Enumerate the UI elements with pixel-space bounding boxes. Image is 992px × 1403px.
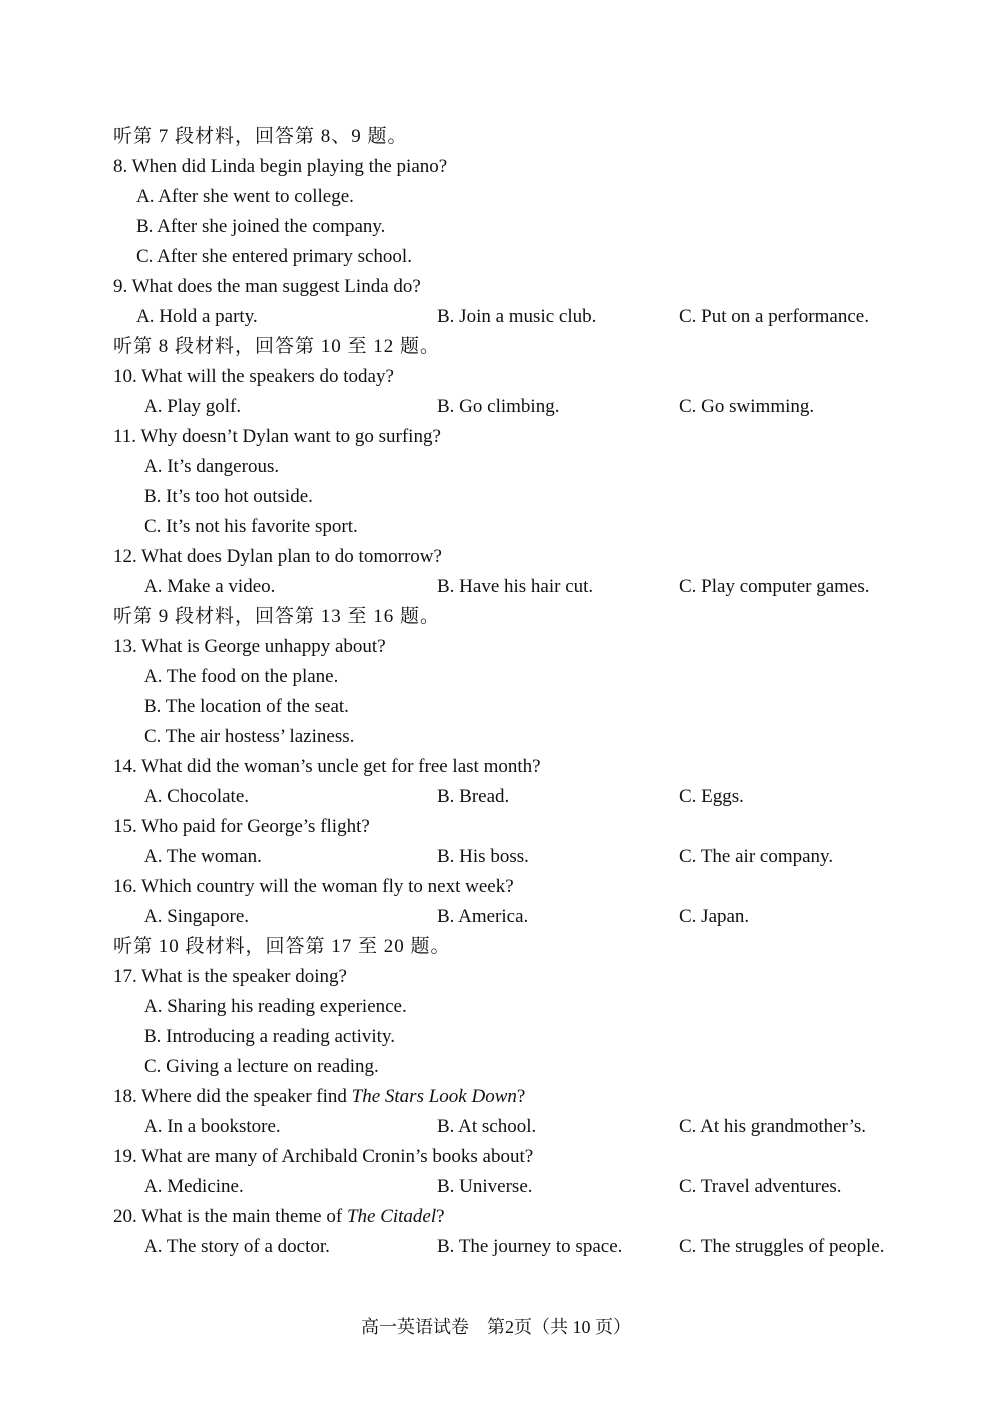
q13-option-c: C. The air hostess’ laziness. [144, 726, 355, 747]
question-16: 16. Which country will the woman fly to next week? [113, 876, 514, 897]
q8-option-a: A. After she went to college. [136, 186, 354, 207]
q8-option-b: B. After she joined the company. [136, 216, 386, 237]
q12-option-c: C. Play computer games. [679, 576, 870, 597]
q18-stem-end: ? [516, 1086, 526, 1107]
q10-option-a: A. Play golf. [144, 396, 242, 417]
q12-option-b: B. Have his hair cut. [437, 576, 594, 597]
question-19: 19. What are many of Archibald Cronin’s books about? [113, 1146, 534, 1167]
q16-option-c: C. Japan. [679, 906, 750, 927]
question-18 [113, 1082, 525, 1112]
q20-stem-text: 20. What is the main theme of [113, 1206, 347, 1227]
q18-stem-text: 18. Where did the speaker find [113, 1086, 352, 1107]
q16-option-b: B. America. [437, 906, 529, 927]
q18-option-b: B. At school. [437, 1116, 537, 1137]
question-11: 11. Why doesn’t Dylan want to go surfing? [113, 426, 441, 447]
q19-option-b: B. Universe. [437, 1176, 533, 1197]
q14-option-a: A. Chocolate. [144, 786, 250, 807]
q18-option-c: C. At his grandmother’s. [679, 1116, 867, 1137]
question-12: 12. What does Dylan plan to do tomorrow? [113, 546, 442, 567]
q19-option-a: A. Medicine. [144, 1176, 244, 1197]
q13-option-b: B. The location of the seat. [144, 696, 349, 717]
question-13: 13. What is George unhappy about? [113, 636, 386, 657]
section-heading-7: 听第 7 段材料，回答第 8、9 题。 [113, 126, 408, 147]
q12-option-a: A. Make a video. [144, 576, 276, 597]
q19-option-c: C. Travel adventures. [679, 1176, 842, 1197]
q11-option-b: B. It’s too hot outside. [144, 486, 313, 507]
q17-option-a: A. Sharing his reading experience. [144, 996, 407, 1017]
q18-book-title: The Stars Look Down [351, 1086, 517, 1107]
q20-option-c: C. The struggles of people. [679, 1236, 885, 1257]
q15-option-c: C. The air company. [679, 846, 834, 867]
q11-option-a: A. It’s dangerous. [144, 456, 280, 477]
question-14: 14. What did the woman’s uncle get for free last month? [113, 756, 541, 777]
question-15: 15. Who paid for George’s flight? [113, 816, 370, 837]
q17-option-b: B. Introducing a reading activity. [144, 1026, 395, 1047]
question-10: 10. What will the speakers do today? [113, 366, 394, 387]
q9-option-b: B. Join a music club. [437, 306, 597, 327]
q16-option-a: A. Singapore. [144, 906, 250, 927]
q20-option-b: B. The journey to space. [437, 1236, 623, 1257]
page-footer: 高一英语试卷 第2页（共 10 页） [361, 1317, 631, 1337]
q15-option-b: B. His boss. [437, 846, 529, 867]
q20-book-title: The Citadel [346, 1206, 437, 1227]
question-17: 17. What is the speaker doing? [113, 966, 347, 987]
q9-option-c: C. Put on a performance. [679, 306, 869, 327]
q14-option-c: C. Eggs. [679, 786, 744, 807]
q18-option-a: A. In a bookstore. [144, 1116, 281, 1137]
section-heading-9: 听第 9 段材料，回答第 13 至 16 题。 [113, 606, 441, 627]
question-9: 9. What does the man suggest Linda do? [113, 276, 421, 297]
q10-option-b: B. Go climbing. [437, 396, 560, 417]
q11-option-c: C. It’s not his favorite sport. [144, 516, 358, 537]
q17-option-c: C. Giving a lecture on reading. [144, 1056, 379, 1077]
question-20 [113, 1202, 445, 1232]
question-8: 8. When did Linda begin playing the piano? [113, 156, 448, 177]
q13-option-a: A. The food on the plane. [144, 666, 339, 687]
q8-option-c: C. After she entered primary school. [136, 246, 412, 267]
section-heading-8: 听第 8 段材料，回答第 10 至 12 题。 [113, 336, 441, 357]
q9-option-a: A. Hold a party. [136, 306, 258, 327]
section-heading-10: 听第 10 段材料，回答第 17 至 20 题。 [113, 936, 451, 957]
q20-option-a: A. The story of a doctor. [144, 1236, 330, 1257]
q15-option-a: A. The woman. [144, 846, 262, 867]
q14-option-b: B. Bread. [437, 786, 510, 807]
q20-stem-end: ? [436, 1206, 445, 1227]
q10-option-c: C. Go swimming. [679, 396, 815, 417]
